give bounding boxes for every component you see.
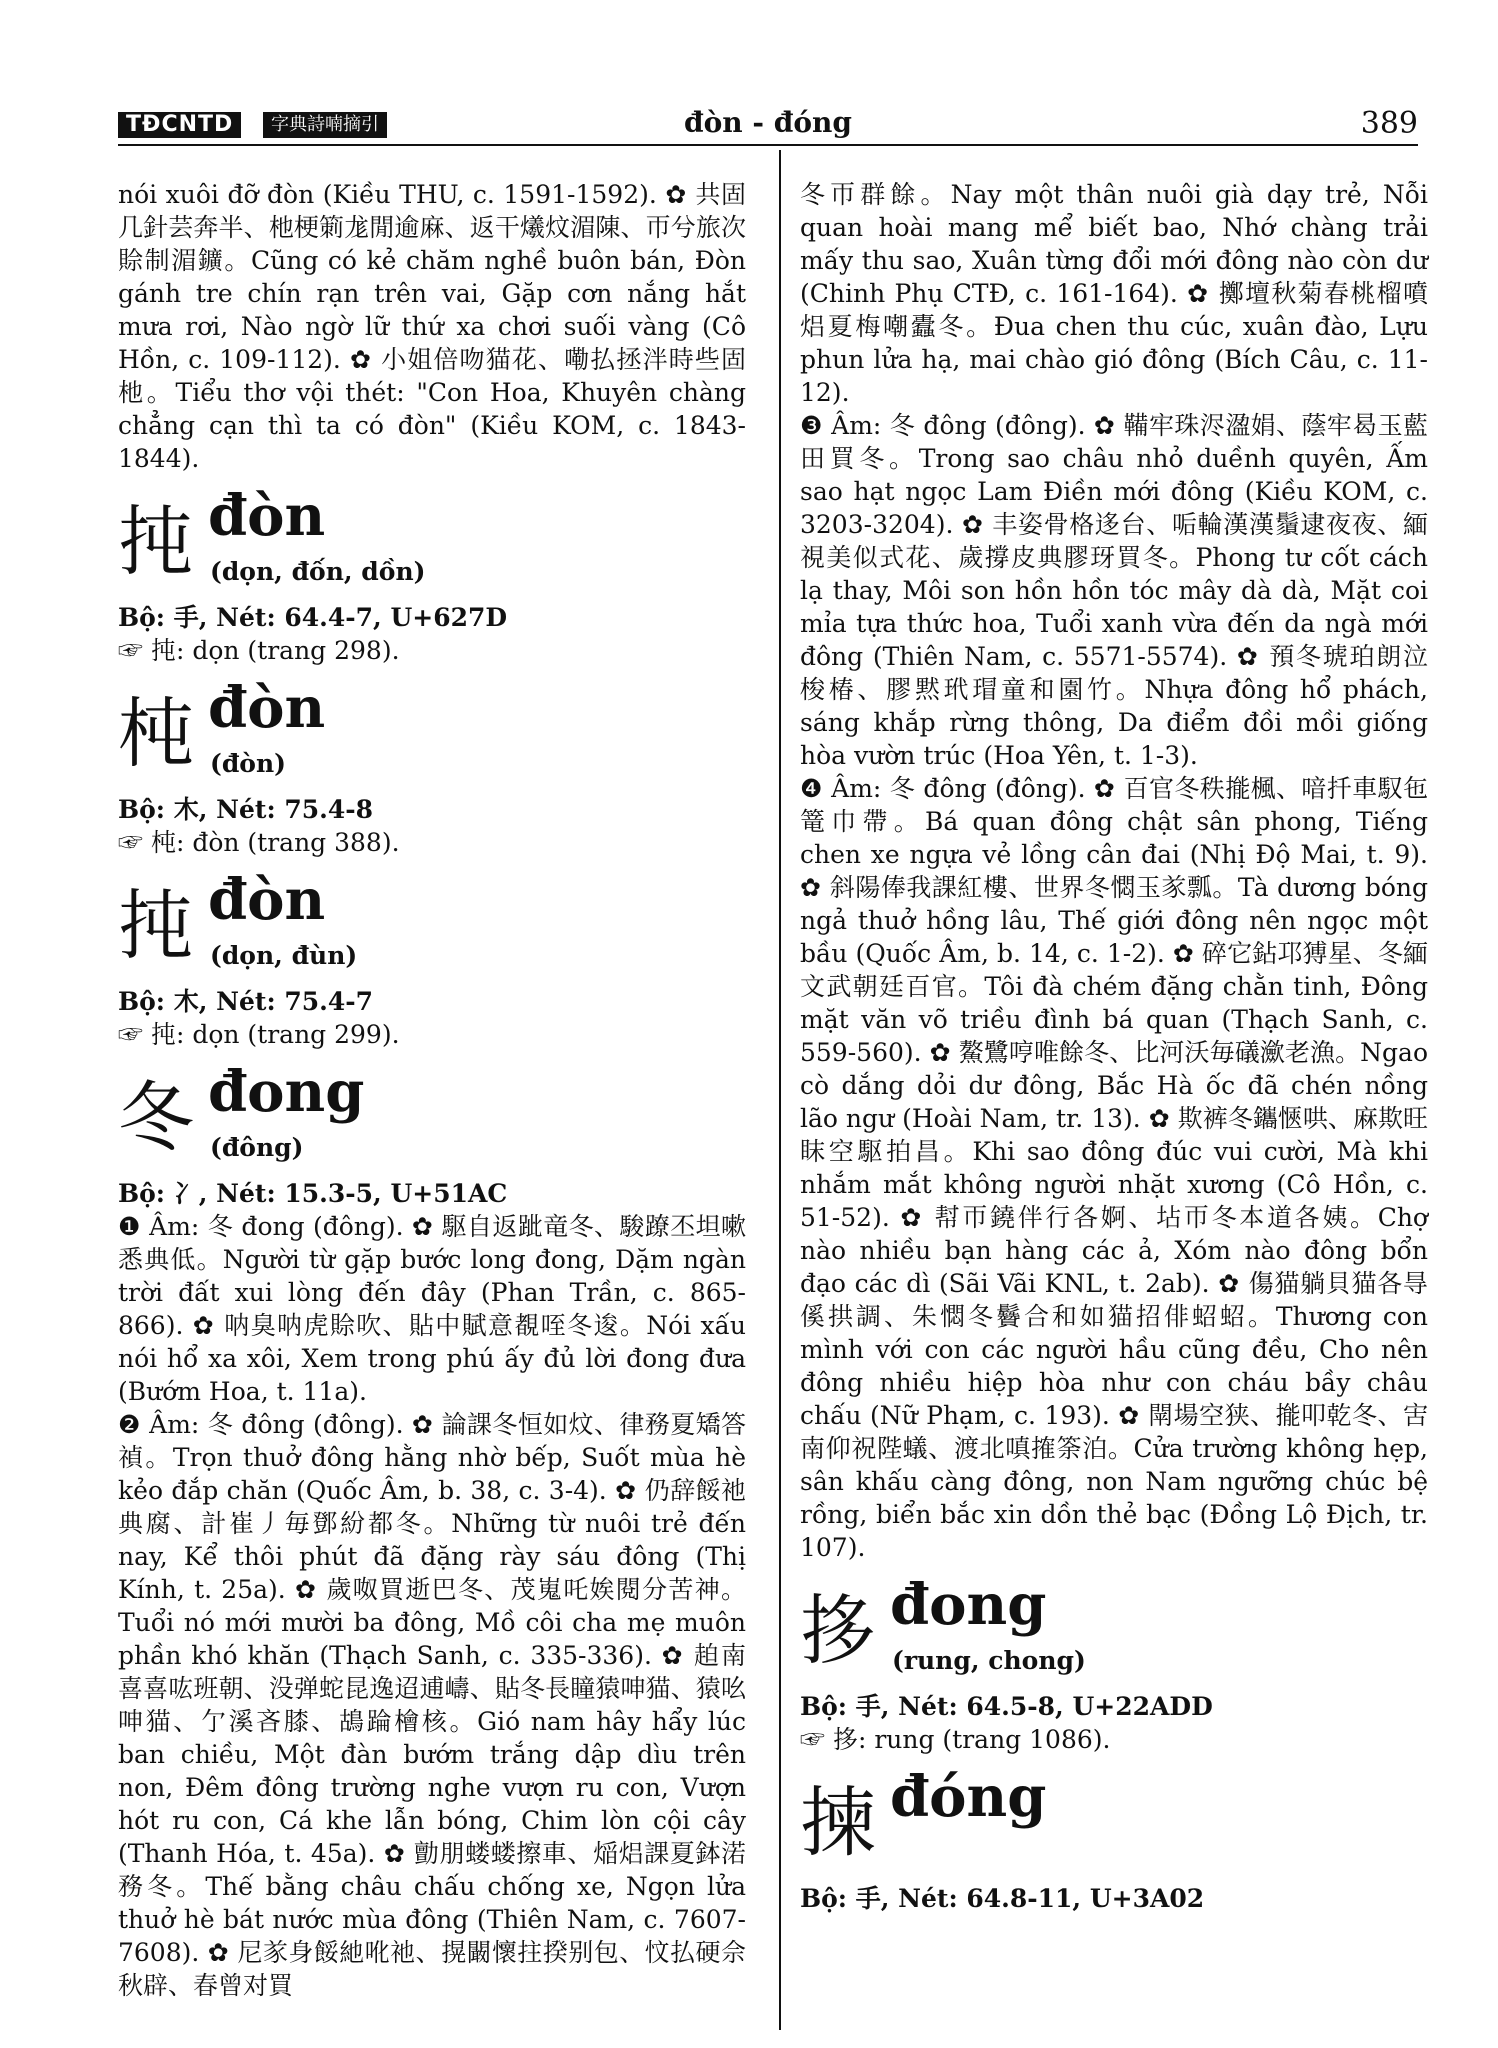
entry (118, 1059, 746, 1177)
entry-reference: ☞ 扽: dọn (trang 298). (118, 636, 400, 665)
entry-reference: ☞ 杶: đòn (trang 388). (118, 828, 400, 857)
entry (800, 1764, 1428, 1882)
sense-3: ❸ Âm: 冬 đông (đông). ✿ 鞴牢珠浕溋娟、蔭牢曷玉藍田買冬。Trong sao châu nhỏ duềnh quyên, Ấm sao hạt ngọc Lam Điền mới đông (Kiều KOM, c. 3203-3204). ✿ 丰姿骨格迻台、㖃輪漢漢鬚逮夜夜、緬視美似式花、歲撐皮典膠玡買冬。Phong tư cốt cách lạ thay, Môi son hồn hồn tóc mây dà dà, Mặt coi mỉa tựa thức hoa, Tuổi xanh vừa đến da ngà mới đông (Thiên Nam, c. 5571-5574). ✿ 預冬琥珀朗泣梭椿、膠黙玳瑁童和園竹。Nhựa đông hổ phách, sáng khắp rừng thông, Da điểm đồi mồi giống hòa vườn trúc (Hoa Yên, t. 1-3). (800, 411, 1428, 770)
entry-character: 扽 (118, 497, 194, 586)
entry-meta: Bộ: 冫, Nét: 15.3-5, U+51AC (118, 1179, 508, 1208)
entry (118, 675, 746, 793)
paragraph: 冬帀群餘。Nay một thân nuôi già dạy trẻ, Nỗi quan hoài mang mể biết bao, Nhớ chàng trải mấy thu sao, Xuân từng đổi mới đông nào còn dư (Chinh Phụ CTĐ, c. 161-164). ✿ 擲壇秋菊春桃榴噴焒夏梅嘲蠹冬。Đua chen thu cúc, xuân đào, Lựu phun lửa hạ, mai chào gió đông (Bích Câu, c. 11-12). (800, 180, 1428, 407)
entry-readings: (dọn, đốn, dồn) (210, 557, 426, 586)
entry-readings: (rung, chong) (892, 1646, 1086, 1675)
running-title: đòn - đóng (684, 106, 852, 139)
column-divider (779, 150, 781, 2030)
page-number: 389 (1360, 106, 1418, 141)
entry-headword: đong (208, 1059, 365, 1125)
entry-readings: (đòn) (210, 749, 286, 778)
entry-headword: đòn (208, 675, 326, 741)
sense-2: ❷ Âm: 冬 đông (đông). ✿ 論課冬恒如炆、律務夏矯答禎。Trọn thuở đông hằng nhờ bếp, Suốt mùa hè kẻo đắp chăn (Quốc Âm, b. 38, c. 3-4). ✿ 仍辞餒祂典腐、計崔丿毎鄧紛都冬。Những từ nuôi trẻ đến nay, Kể thôi phút đã đặng rày sáu đông (Thị Kính, t. 25a). ✿ 歲呶買逝巴冬、茂嵬吒娭閱分苦神。Tuổi nó mới mười ba đông, Mồ côi cha mẹ muôn phần khó khăn (Thạch Sanh, c. 335-336). ✿ 䞟南喜喜吰班朝、没弹蛇昆逸迢逋嶹、貼冬長瞳猿呻猫、猿吆呻猫、亇溪吝膝、鴣踚檜核。Gió nam hây hẩy lúc ban chiều, Một đàn bướm trắng dập dìu trên non, Đêm đông trường nghe vượn ru con, Vượn hót ru con, Cá khe lẫn bóng, Chim lòn cội cây (Thanh Hóa, t. 45a). ✿ 勯朋蝼蝼擦車、㷔焒課夏鉢渃務冬。Thế bằng châu chấu chống xe, Ngọn lửa thuở hè bát nước mùa đông (Thiên Nam, c. 7607-7608). ✿ 尼㒸身餒䊶吪祂、㨪闞懷拄揆别包、忟払硬佘秋辟、春曾对買 (118, 1410, 746, 2000)
entry-readings: (dọn, đùn) (210, 941, 358, 970)
entry-reference: ☞ 扽: dọn (trang 299). (118, 1020, 400, 1049)
paragraph: nói xuôi đỡ đòn (Kiều THU, c. 1591-1592). ✿ 共固几針芸奔半、杝梗箣尨閒逾麻、返干爔炆湄陳、帀兮旅次賒制湄鑛。Cũng có kẻ chăm nghề buôn bán, Đòn gánh tre chín rạn trên vai, Gặp cơn nắng hắt mưa rơi, Nào ngờ lữ thứ xa chơi suối vàng (Cô Hồn, c. 109-112). ✿ 小姐倍吻猫花、嘞払拯泮時些固杝。Tiểu thơ vội thét: "Con Hoa, Khuyên chàng chẳng cạn thì ta có đòn" (Kiều KOM, c. 1843-1844). (118, 180, 746, 473)
entry-meta: Bộ: 木, Nét: 75.4-7 (118, 987, 374, 1016)
entry-character: 揀 (800, 1778, 876, 1867)
entry-readings: (đông) (210, 1133, 304, 1162)
entry (800, 1572, 1428, 1690)
entry-character: 冬 (118, 1073, 194, 1162)
entry-meta: Bộ: 手, Nét: 64.4-7, U+627D (118, 603, 508, 632)
sense-4: ❹ Âm: 冬 đông (đông). ✿ 百官冬秩㨢楓、喑扦車馭㐌篭巾帶。Bá quan đông chật sân phong, Tiếng chen xe ngựa vẻ lồng cân đai (Nhị Độ Mai, t. 9). ✿ 斜陽俸我課紅樓、世界冬㦖玉㒸瓢。Tà dương bóng ngả thuở hồng lâu, Thế giới đông nên ngọc một bầu (Quốc Âm, b. 14, c. 1-2). ✿ 碎它鉆邛猼星、冬緬文武朝廷百官。Tôi đà chém đặng chằn tinh, Đông mặt văn võ triều đình bá quan (Thạch Sanh, c. 559-560). ✿ 鰲鷺哼唯餘冬、比河沃毎礒㶑老漁。Ngao cò dắng dỏi dư đông, Bắc Hà ốc đã chén nồng lão ngư (Hoài Nam, tr. 13). ✿ 欺裤冬鑴愜哄、麻欺旺眜空駆拍昌。Khi sao đông đúc vui cười, Mà khi nhắm mắt không người nhặt xương (Cô Hồn, c. 51-52). ✿ 幇帀鐃伴行各婀、坫帀冬本道各姨。Chợ nào nhiều bạn hàng các ả, Xóm nào đông bổn đạo các dì (Sãi Vãi KNL, t. 2ab). ✿ 傷猫躺貝猫各㝵傒拱調、朱㦖冬䰖合和如猫招俳蛁蛁。Thương con mình với con các người hầu cũng đều, Cho nên đông nhiều hiệp hòa như con cháu bầy châu chấu (Nữ Phạm, c. 193). ✿ 閛場空狭、㨢叩乾冬、㝒南仰祝陛蟻、渡北嗔搉筡泊。Cửa trường không hẹp, sân khấu càng đông, non Nam ngưỡng chúc bệ rồng, biển bắc xin dồn thẻ bạc (Đồng Lộ Địch, tr. 107). (800, 774, 1428, 1562)
entry-character: 拸 (800, 1586, 876, 1675)
logo-primary: TĐCNTD (118, 112, 241, 138)
left-column (118, 178, 746, 2002)
right-column (800, 178, 1428, 1915)
entry (118, 867, 746, 985)
entry-meta: Bộ: 木, Nét: 75.4-8 (118, 795, 374, 824)
entry-meta: Bộ: 手, Nét: 64.5-8, U+22ADD (800, 1692, 1213, 1721)
entry-headword: đòn (208, 867, 326, 933)
logo-secondary: 字典詩喃摘引 (263, 112, 387, 138)
entry-character: 杶 (118, 689, 194, 778)
entry-headword: đong (890, 1572, 1047, 1638)
sense-1: ❶ Âm: 冬 đong (đông). ✿ 駆自返跐竜冬、駿蹽丕坦嗽悉典低。Người từ gặp bước long đong, Dặm ngàn trời đất xui lòng đến đây (Phan Trần, c. 865-866). ✿ 呐臭呐虎賒吹、貼中賦意覩咥冬逡。Nói xấu nói hổ xa xôi, Xem trong phú ấy đủ lời đong đưa (Bướm Hoa, t. 11a). (118, 1212, 746, 1406)
entry-character: 扽 (118, 881, 194, 970)
entry-headword: đòn (208, 483, 326, 549)
entry-headword: đóng (890, 1764, 1047, 1830)
entry-reference: ☞ 拸: rung (trang 1086). (800, 1725, 1111, 1754)
page-header (118, 106, 1418, 146)
entry (118, 483, 746, 601)
entry-meta: Bộ: 手, Nét: 64.8-11, U+3A02 (800, 1884, 1205, 1913)
